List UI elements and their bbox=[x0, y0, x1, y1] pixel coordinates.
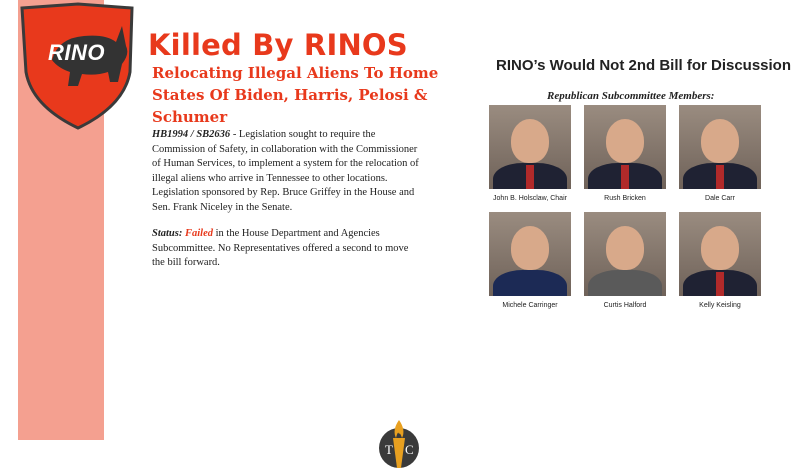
member-card bbox=[580, 212, 670, 310]
member-card bbox=[485, 105, 575, 203]
rino-logo bbox=[18, 2, 136, 130]
member-name: Michele Carringer bbox=[502, 302, 558, 309]
member-name: Kelly Keisling bbox=[699, 302, 741, 309]
logo-letter-t: T bbox=[385, 442, 393, 457]
member-card bbox=[580, 105, 670, 203]
bill-summary bbox=[152, 128, 422, 283]
status-value: Failed bbox=[184, 228, 213, 239]
logo-letter-c: C bbox=[405, 442, 414, 457]
member-name: Rush Bricken bbox=[604, 195, 646, 202]
page-title: Killed By RINOS bbox=[148, 28, 408, 62]
members-heading: Republican Subcommittee Members: bbox=[547, 90, 715, 102]
bill-description: - Legislation sought to require the Commission of Safety, in collaboration with the Commissioner of Human Services, to implement a system for the relocation of illegal aliens who arrive in Tennessee to other locations. Legislation sponsored by Rep. Bruce Griffey in the House and Sen. Frank Niceley in the Senate. bbox=[152, 129, 419, 213]
member-photo bbox=[584, 105, 666, 189]
bill-id: HB1994 / SB2636 bbox=[152, 129, 231, 140]
page-subtitle: Relocating Illegal Aliens To Home States Of Biden, Harris, Pelosi & Schumer bbox=[152, 64, 439, 126]
bill-paragraph bbox=[152, 128, 422, 215]
member-card bbox=[485, 212, 575, 310]
status-paragraph bbox=[152, 227, 422, 271]
member-photo bbox=[489, 105, 571, 189]
member-photo bbox=[679, 212, 761, 296]
status-label: Status: bbox=[152, 228, 183, 239]
member-card bbox=[675, 105, 765, 203]
shield-icon bbox=[18, 2, 136, 130]
status-text: in the House Department and Agencies Subcommittee. No Representatives offered a second to move the bill forward. bbox=[152, 228, 409, 268]
member-photo bbox=[679, 105, 761, 189]
torch-logo bbox=[372, 418, 426, 470]
member-photo bbox=[489, 212, 571, 296]
right-panel-title: RINO’s Would Not 2nd Bill for Discussion bbox=[496, 57, 792, 74]
member-name: Dale Carr bbox=[705, 195, 735, 202]
member-photo bbox=[584, 212, 666, 296]
member-name: John B. Holsclaw, Chair bbox=[493, 195, 567, 202]
member-name: Curtis Halford bbox=[603, 302, 647, 309]
logo-text: RINO bbox=[48, 40, 105, 65]
torch-icon bbox=[372, 418, 426, 470]
member-card bbox=[675, 212, 765, 310]
